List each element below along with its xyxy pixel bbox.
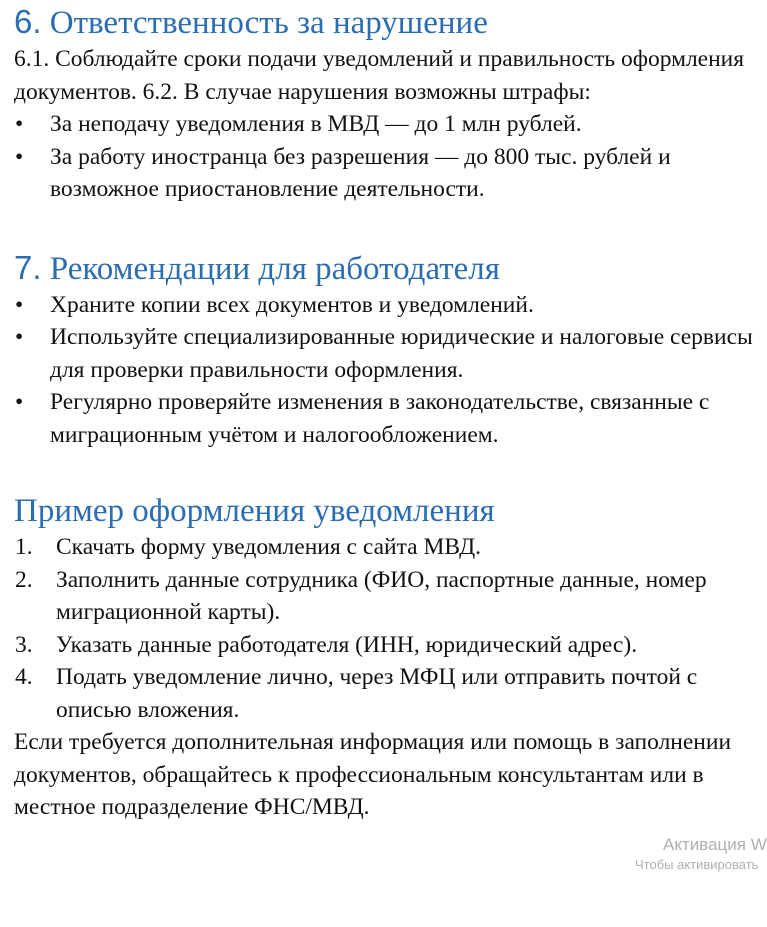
document-page (14, 2, 764, 824)
step-text: Указать данные работодателя (ИНН, юридический адрес). (56, 631, 638, 658)
bullet-marker: • (15, 389, 24, 415)
section-6-paragraph: 6.1. Соблюдайте сроки подачи уведомлений и правильность оформления документов. 6.2. В случае нарушения возможны штрафы: (14, 46, 745, 105)
bullet-text: Регулярно проверяйте изменения в законодательстве, связанные с миграционным учётом и налогообложением. (50, 389, 710, 448)
list-item (14, 661, 764, 726)
step-text: Подать уведомление лично, через МФЦ или отправить почтой с описью вложения. (56, 664, 698, 723)
list-item (14, 386, 764, 451)
spacer (14, 206, 764, 248)
bullet-marker: • (15, 111, 24, 137)
spacer (14, 451, 764, 491)
example-heading: Пример оформления уведомления (14, 493, 495, 529)
list-item (14, 531, 764, 564)
watermark-line-2: Чтобы активировать (635, 857, 759, 872)
bullet-marker: • (15, 324, 24, 350)
section-7-heading (14, 248, 764, 289)
step-number: 3. (15, 631, 33, 658)
step-text: Скачать форму уведомления с сайта МВД. (56, 534, 482, 560)
step-number: 2. (15, 566, 33, 593)
section-7-title: Рекомендации для работодателя (49, 250, 500, 287)
section-6-heading (14, 2, 764, 43)
closing-paragraph: Если требуется дополнительная информация или помощь в заполнении документов, обращайтесь к профессиональным консультантам или в местное подразделение ФНС/МВД. (14, 729, 732, 820)
list-item (14, 629, 764, 662)
section-6-number: 6. (14, 3, 42, 40)
bullet-marker: • (15, 291, 24, 318)
bullet-text: За работу иностранца без разрешения — до 800 тыс. рублей и возможное приостановление деятельности. (50, 143, 671, 202)
watermark-line-1: Активация W (663, 835, 767, 854)
list-item (14, 289, 764, 322)
section-6-title: Ответственность за нарушение (49, 5, 488, 41)
step-number: 1. (15, 534, 33, 560)
section-6-bullet-list (14, 108, 764, 206)
bullet-text: Храните копии всех документов и уведомлений. (50, 291, 534, 318)
bullet-text: Используйте специализированные юридические и налоговые сервисы для проверки правильности оформления. (50, 324, 753, 383)
list-item (14, 321, 764, 386)
bullet-text: За неподачу уведомления в МВД — до 1 млн рублей. (50, 111, 582, 137)
example-steps-list (14, 531, 764, 726)
step-text: Заполнить данные сотрудника (ФИО, паспортные данные, номер миграционной карты). (56, 566, 707, 625)
section-7-number: 7. (14, 248, 42, 286)
list-item (14, 564, 764, 629)
bullet-marker: • (15, 143, 24, 170)
activation-watermark (627, 834, 767, 874)
step-number: 4. (15, 664, 33, 690)
list-item (14, 108, 764, 141)
list-item (14, 141, 764, 206)
section-7-bullet-list (14, 289, 764, 452)
